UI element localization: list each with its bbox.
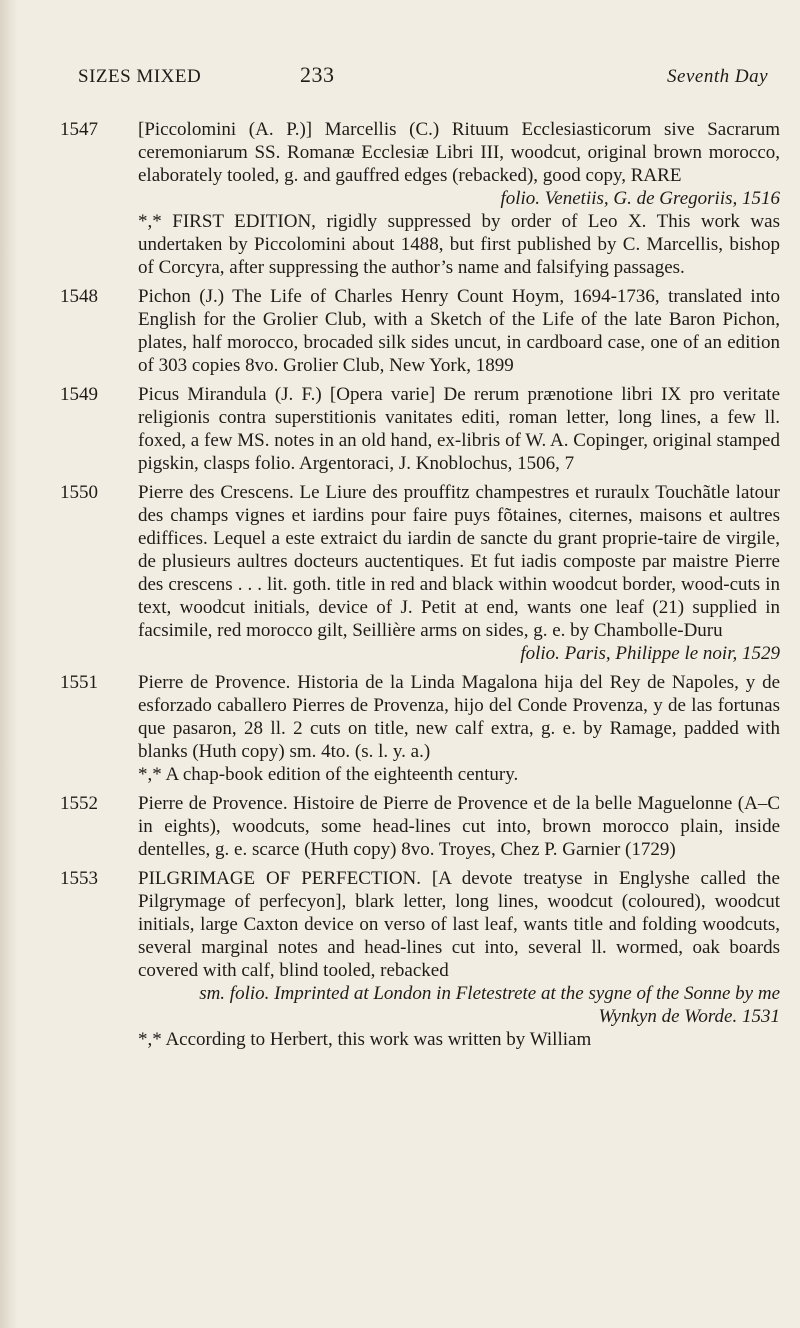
- running-header: [78, 62, 768, 92]
- lot-imprint: sm. folio. Imprinted at London in Fletestrete at the sygne of the Sonne by me Wynkyn de Worde. 1531: [199, 983, 780, 1027]
- lot-description: PILGRIMAGE OF PERFECTION. [A devote treatyse in Englyshe called the Pilgrymage of perfecyon], blark letter, long lines, woodcut (coloured), woodcut initials, large Caxton device on verso of last leaf, wants title and folding woodcuts, several marginal notes and head-lines cut into, several ll. wormed, oak boards covered with calf, blind tooled, rebacked: [138, 868, 780, 981]
- header-right: Seventh Day: [667, 66, 768, 87]
- lot-entry: [60, 285, 780, 377]
- lot-entry: [60, 867, 780, 1051]
- lot-description: [Piccolomini (A. P.)] Marcellis (C.) Rituum Ecclesiasticorum sive Sacrarum ceremoniarum SS. Romanæ Ecclesiæ Libri III, woodcut, original brown morocco, elaborately tooled, g. and gauffred edges (rebacked), good copy, RARE: [138, 119, 780, 186]
- lot-number: 1548: [60, 286, 98, 307]
- lot-entry: [60, 671, 780, 786]
- lot-number: 1549: [60, 384, 98, 405]
- lot-number: 1547: [60, 119, 98, 140]
- lot-note: *,* A chap-book edition of the eighteenth century.: [138, 764, 519, 785]
- lot-entry: [60, 792, 780, 861]
- lot-description: Pierre de Provence. Historia de la Linda Magalona hija del Rey de Napoles, y de esforzado caballero Pierres de Provenza, hijo del Conde Provenza, y de las fortunas que pasaron, 28 ll. 2 cuts on title, new calf extra, g. e. by Ramage, padded with blanks (Huth copy) sm. 4to. (s. l. y. a.): [138, 672, 780, 762]
- lot-number: 1552: [60, 793, 98, 814]
- lot-entry: [60, 118, 780, 279]
- lot-number: 1553: [60, 868, 98, 889]
- lot-number: 1550: [60, 482, 98, 503]
- lot-number: 1551: [60, 672, 98, 693]
- lot-imprint: folio. Venetiis, G. de Gregoriis, 1516: [500, 188, 780, 209]
- lot-description: Picus Mirandula (J. F.) [Opera varie] De rerum prænotione libri IX pro veritate religionis contra superstitionis vanitates editi, roman letter, long lines, a few ll. foxed, a few MS. notes in an old hand, ex-libris of W. A. Copinger, original stamped pigskin, clasps folio. Argentoraci, J. Knoblochus, 1506, 7: [138, 384, 780, 474]
- page-number: 233: [300, 62, 335, 87]
- lot-entry: [60, 481, 780, 665]
- page-shadow-edge: [0, 0, 18, 1328]
- catalogue-entries: [60, 118, 780, 1057]
- lot-entry: [60, 383, 780, 475]
- lot-description: Pierre des Crescens. Le Liure des prouffitz champestres et ruraulx Touchãtle latour des champs vignes et iardins pour faire puys fõtaines, citernes, maisons et aultres ediffices. Lequel a este extraict du iardin de sancte du grant proprie-taire de virgile, de plusieurs aultres docteurs auctentiques. Et fut iadis composte par maistre Pierre des crescens . . . lit. goth. title in red and black within woodcut border, wood-cuts in text, woodcut initials, device of J. Petit at end, wants one leaf (21) supplied in facsimile, red morocco gilt, Seillière arms on sides, g. e. by Chambolle-Duru: [138, 482, 780, 641]
- header-left: SIZES MIXED: [78, 66, 202, 87]
- lot-description: Pierre de Provence. Histoire de Pierre de Provence et de la belle Maguelonne (A–C in eights), woodcuts, some head-lines cut into, brown morocco plain, inside dentelles, g. e. scarce (Huth copy) 8vo. Troyes, Chez P. Garnier (1729): [138, 793, 780, 860]
- lot-note: *,* According to Herbert, this work was written by William: [138, 1029, 592, 1050]
- lot-imprint: folio. Paris, Philippe le noir, 1529: [520, 643, 780, 664]
- lot-description: Pichon (J.) The Life of Charles Henry Count Hoym, 1694-1736, translated into English for the Grolier Club, with a Sketch of the Life of the late Baron Pichon, plates, half morocco, brocaded silk sides uncut, in cardboard case, one of an edition of 303 copies 8vo. Grolier Club, New York, 1899: [138, 286, 780, 376]
- lot-note: *,* FIRST EDITION, rigidly suppressed by order of Leo X. This work was undertaken by Piccolomini about 1488, but first published by C. Marcellis, bishop of Corcyra, after suppressing the author’s name and falsifying passages.: [138, 211, 780, 278]
